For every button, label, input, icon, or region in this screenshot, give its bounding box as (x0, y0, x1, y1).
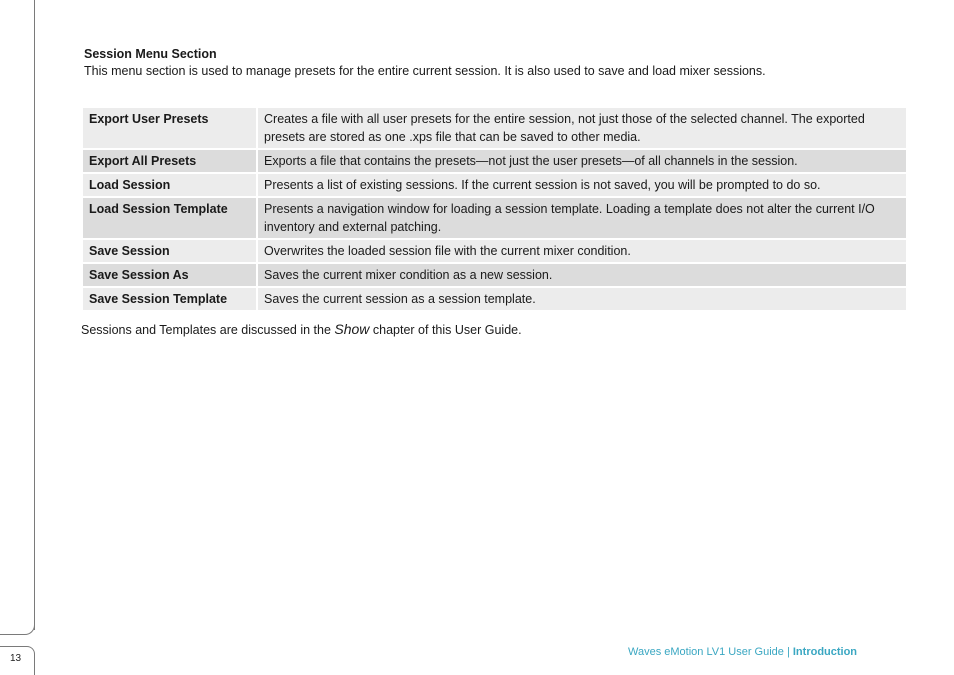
row-description: Exports a file that contains the presets—not just the user presets—of all channels in the session. (257, 149, 906, 173)
row-description: Creates a file with all user presets for the entire session, not just those of the selected channel. The exported presets are stored as one .xps file that can be saved to other media. (257, 108, 906, 149)
table-row (83, 287, 906, 311)
row-term: Save Session (83, 239, 257, 263)
row-term: Save Session Template (83, 287, 257, 311)
row-description: Saves the current mixer condition as a new session. (257, 263, 906, 287)
row-term: Load Session (83, 173, 257, 197)
section-description: This menu section is used to manage presets for the entire current session. It is also used to save and load mixer sessions. (84, 64, 766, 78)
footnote-text-after: chapter of this User Guide. (369, 323, 522, 337)
page-number: 13 (10, 653, 22, 664)
footnote (81, 320, 522, 339)
row-description: Overwrites the loaded session file with the current mixer condition. (257, 239, 906, 263)
page-footer (628, 646, 857, 658)
table-row (83, 197, 906, 239)
table-row (83, 108, 906, 149)
footnote-chapter-name: Show (334, 321, 370, 337)
session-menu-table (83, 108, 906, 312)
row-description: Presents a list of existing sessions. If the current session is not saved, you will be prompted to do so. (257, 173, 906, 197)
page-margin-curve (0, 618, 35, 635)
footer-chapter: Introduction (792, 646, 858, 658)
table-row (83, 239, 906, 263)
page-number-tab (0, 646, 35, 675)
table-row (83, 149, 906, 173)
row-term: Export User Presets (83, 108, 257, 149)
table-row (83, 263, 906, 287)
table-row (83, 173, 906, 197)
footnote-text-before: Sessions and Templates are discussed in the (81, 323, 335, 337)
footer-guide-title: Waves eMotion LV1 User Guide | (628, 646, 793, 658)
row-term: Save Session As (83, 263, 257, 287)
page-margin-line (34, 0, 35, 630)
session-menu-section (84, 46, 904, 80)
row-term: Export All Presets (83, 149, 257, 173)
row-description: Saves the current session as a session template. (257, 287, 906, 311)
row-description: Presents a navigation window for loading a session template. Loading a template does not alter the current I/O inventory and external patching. (257, 197, 906, 239)
row-term: Load Session Template (83, 197, 257, 239)
section-title: Session Menu Section (84, 47, 217, 61)
